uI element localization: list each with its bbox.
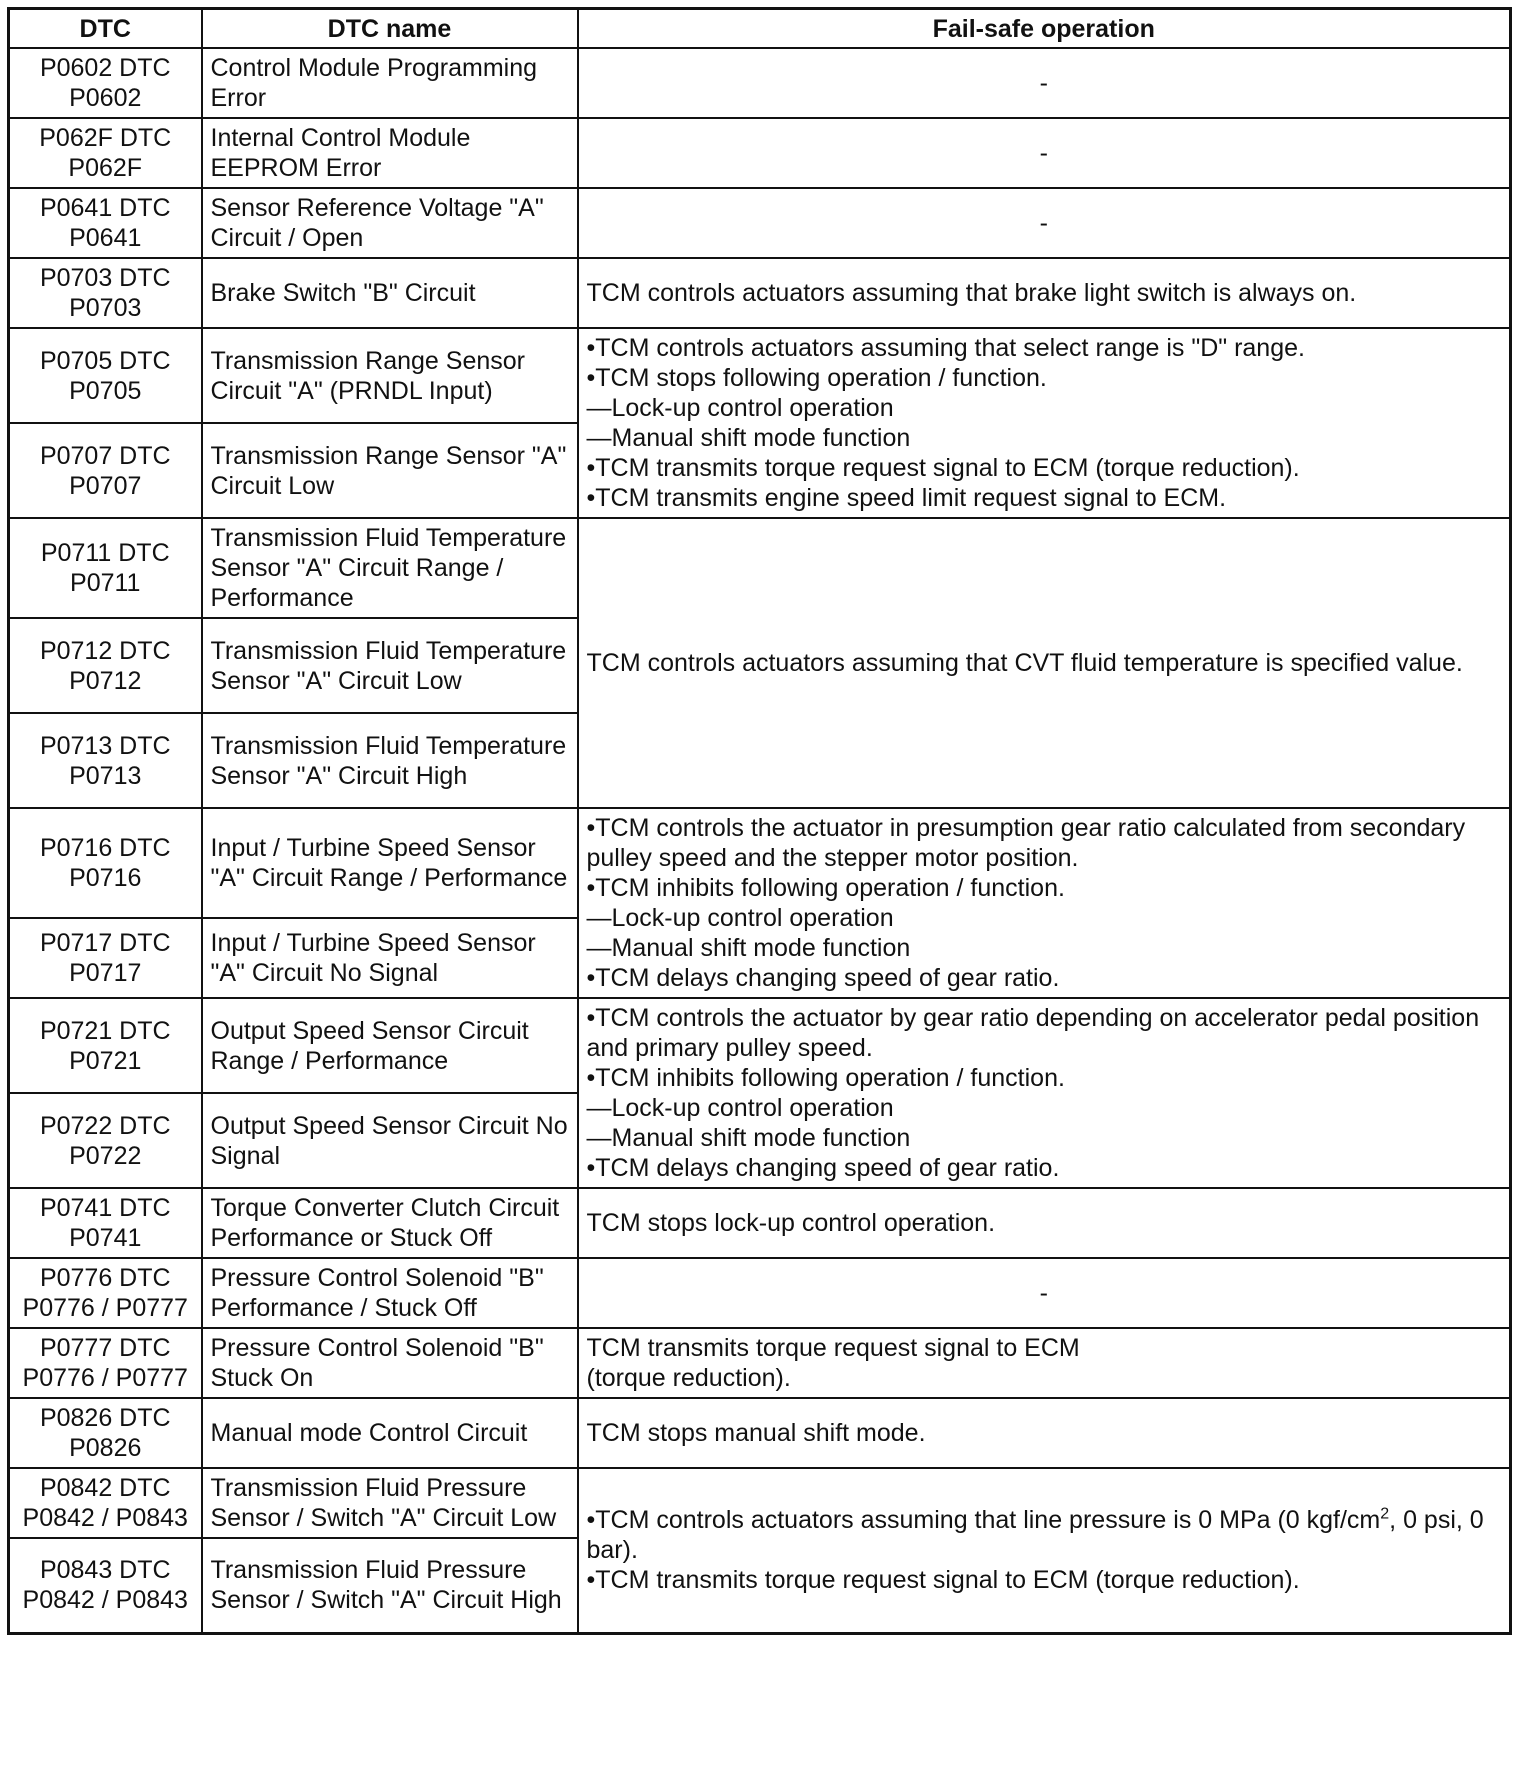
dtc-name: Internal Control Module EEPROM Error [202, 118, 578, 188]
dtc-failsafe-table [7, 7, 1512, 1635]
dtc-code-cell [9, 48, 202, 118]
dtc-name: Brake Switch "B" Circuit [202, 258, 578, 328]
failsafe-line: —Lock-up control operation [586, 904, 894, 932]
failsafe-line: •TCM delays changing speed of gear ratio. [586, 964, 1060, 992]
dtc-code-cell [9, 1328, 202, 1398]
dtc-code-cell [9, 258, 202, 328]
dtc-code: P0842 DTC [39, 1474, 171, 1502]
table-row [9, 48, 1511, 118]
dtc-code-cell [9, 1468, 202, 1538]
dtc-sub-code: P0716 [69, 864, 142, 893]
dtc-sub-code: P0707 [69, 471, 142, 500]
dtc-sub-code: P0741 [69, 1224, 142, 1252]
failsafe-text: TCM controls actuators assuming that CVT fluid temperature is specified value. [578, 518, 1511, 808]
dtc-code: P0721 DTC [39, 1016, 171, 1045]
dtc-sub-code: P0711 [70, 569, 141, 597]
failsafe-text [578, 328, 1511, 518]
superscript: 2 [1380, 1505, 1390, 1523]
failsafe-line: •TCM controls actuators assuming that select range is "D" range. [586, 334, 1305, 362]
dtc-code: P0711 DTC [40, 539, 170, 567]
table-row [9, 258, 1511, 328]
dtc-name: Output Speed Sensor Circuit No Signal [202, 1093, 578, 1188]
dtc-code-cell [9, 188, 202, 258]
failsafe-text [578, 998, 1511, 1188]
dtc-code-cell [9, 1538, 202, 1633]
dtc-name: Transmission Fluid Pressure Sensor / Switch "A" Circuit High [202, 1538, 578, 1633]
failsafe-line: •TCM stops following operation / function. [586, 364, 1047, 392]
dtc-sub-code: P0721 [69, 1046, 142, 1075]
dtc-sub-code: P0776 / P0777 [22, 1364, 188, 1392]
dtc-code-cell [9, 423, 202, 518]
dtc-code-cell [9, 808, 202, 918]
dtc-name: Control Module Programming Error [202, 48, 578, 118]
dtc-name: Manual mode Control Circuit [202, 1398, 578, 1468]
dtc-code-cell [9, 713, 202, 808]
dtc-code: P0705 DTC [39, 346, 171, 375]
dtc-sub-code: P0842 / P0843 [22, 1586, 188, 1615]
header-dtc: DTC [9, 9, 202, 49]
failsafe-line: •TCM transmits torque request signal to ECM (torque reduction). [586, 1566, 1300, 1595]
failsafe-text: TCM stops manual shift mode. [578, 1398, 1511, 1468]
dtc-code: P0777 DTC [39, 1334, 171, 1362]
dtc-code: P0717 DTC [39, 929, 171, 958]
dtc-code-cell [9, 1398, 202, 1468]
dtc-sub-code: P0776 / P0777 [22, 1294, 188, 1322]
table-row [9, 1328, 1511, 1398]
dtc-code-cell [9, 118, 202, 188]
failsafe-line: —Manual shift mode function [586, 424, 911, 452]
dtc-code: P0716 DTC [39, 834, 171, 863]
dtc-code: P0843 DTC [39, 1556, 171, 1585]
table-row [9, 808, 1511, 918]
dtc-sub-code: P0713 [69, 761, 142, 790]
dtc-sub-code: P0703 [69, 294, 142, 322]
table-row [9, 998, 1511, 1093]
failsafe-text: TCM controls actuators assuming that brake light switch is always on. [578, 258, 1511, 328]
dtc-name: Transmission Range Sensor "A" Circuit Low [202, 423, 578, 518]
table-row [9, 1258, 1511, 1328]
failsafe-text: - [578, 188, 1511, 258]
failsafe-text [578, 1468, 1511, 1633]
header-dtc-name: DTC name [202, 9, 578, 49]
dtc-code: P0776 DTC [39, 1264, 171, 1292]
failsafe-line: —Lock-up control operation [586, 1094, 894, 1122]
dtc-code: P0826 DTC [39, 1404, 171, 1432]
failsafe-line: •TCM delays changing speed of gear ratio. [586, 1154, 1060, 1182]
header-row [9, 9, 1511, 49]
failsafe-line: TCM transmits torque request signal to ECM [586, 1334, 1080, 1362]
dtc-name: Pressure Control Solenoid "B" Stuck On [202, 1328, 578, 1398]
header-failsafe: Fail-safe operation [578, 9, 1511, 49]
failsafe-text: - [578, 48, 1511, 118]
dtc-code-cell [9, 328, 202, 423]
dtc-sub-code: P0842 / P0843 [22, 1504, 188, 1532]
dtc-code: P0712 DTC [39, 636, 171, 665]
table-row [9, 188, 1511, 258]
dtc-code-cell [9, 618, 202, 713]
table-row [9, 1188, 1511, 1258]
table-row [9, 118, 1511, 188]
failsafe-line: (torque reduction). [586, 1364, 791, 1392]
dtc-name: Transmission Fluid Temperature Sensor "A" Circuit High [202, 713, 578, 808]
dtc-code: P0602 DTC [39, 54, 171, 82]
dtc-code: P0741 DTC [39, 1194, 171, 1222]
dtc-code-cell [9, 998, 202, 1093]
failsafe-line: —Manual shift mode function [586, 1124, 911, 1152]
table-row [9, 518, 1511, 618]
dtc-name: Pressure Control Solenoid "B" Performance / Stuck Off [202, 1258, 578, 1328]
dtc-name: Sensor Reference Voltage "A" Circuit / Open [202, 188, 578, 258]
dtc-code: P0641 DTC [39, 194, 171, 222]
dtc-sub-code: P0705 [69, 376, 142, 405]
failsafe-line: •TCM inhibits following operation / function. [586, 1064, 1065, 1092]
dtc-name: Torque Converter Clutch Circuit Performance or Stuck Off [202, 1188, 578, 1258]
dtc-sub-code: P0641 [69, 224, 142, 252]
dtc-sub-code: P0826 [69, 1434, 142, 1462]
failsafe-line [587, 1505, 1502, 1565]
failsafe-line: •TCM transmits engine speed limit request signal to ECM. [586, 484, 1227, 512]
dtc-code: P0703 DTC [39, 264, 171, 292]
failsafe-line: —Manual shift mode function [586, 934, 911, 962]
dtc-code-cell [9, 1093, 202, 1188]
failsafe-line: •TCM inhibits following operation / function. [586, 874, 1065, 902]
failsafe-text [578, 808, 1511, 998]
dtc-code: P0707 DTC [39, 441, 171, 470]
dtc-code: P0722 DTC [39, 1111, 171, 1140]
dtc-sub-code: P062F [68, 154, 143, 182]
dtc-code: P0713 DTC [39, 731, 171, 760]
table-row [9, 1468, 1511, 1538]
dtc-sub-code: P0717 [69, 959, 142, 988]
failsafe-text: - [578, 1258, 1511, 1328]
dtc-name: Transmission Fluid Pressure Sensor / Switch "A" Circuit Low [202, 1468, 578, 1538]
dtc-code: P062F DTC [39, 124, 172, 152]
dtc-code-cell [9, 1188, 202, 1258]
dtc-name: Output Speed Sensor Circuit Range / Performance [202, 998, 578, 1093]
dtc-sub-code: P0712 [69, 666, 142, 695]
failsafe-text: TCM stops lock-up control operation. [578, 1188, 1511, 1258]
dtc-sub-code: P0602 [69, 84, 142, 112]
failsafe-text: - [578, 118, 1511, 188]
dtc-code-cell [9, 1258, 202, 1328]
dtc-name: Input / Turbine Speed Sensor "A" Circuit Range / Performance [202, 808, 578, 918]
dtc-name: Input / Turbine Speed Sensor "A" Circuit No Signal [202, 918, 578, 998]
dtc-code-cell [9, 518, 202, 618]
dtc-name: Transmission Range Sensor Circuit "A" (PRNDL Input) [202, 328, 578, 423]
failsafe-line-part: •TCM controls actuators assuming that line pressure is 0 MPa (0 kgf/cm [586, 1506, 1381, 1535]
dtc-sub-code: P0722 [69, 1141, 142, 1170]
failsafe-text [578, 1328, 1511, 1398]
table-row [9, 1398, 1511, 1468]
failsafe-line: •TCM controls the actuator in presumption gear ratio calculated from secondary pulley speed and the stepper motor position. [586, 814, 1466, 872]
dtc-code-cell [9, 918, 202, 998]
failsafe-line: •TCM controls the actuator by gear ratio depending on accelerator pedal position and primary pulley speed. [586, 1004, 1480, 1062]
failsafe-line: —Lock-up control operation [586, 394, 894, 422]
table-row [9, 328, 1511, 423]
dtc-name: Transmission Fluid Temperature Sensor "A" Circuit Low [202, 618, 578, 713]
dtc-name: Transmission Fluid Temperature Sensor "A" Circuit Range / Performance [202, 518, 578, 618]
failsafe-line: •TCM transmits torque request signal to ECM (torque reduction). [586, 454, 1300, 482]
failsafe-line-part: , 0 psi, 0 bar). [586, 1506, 1484, 1565]
